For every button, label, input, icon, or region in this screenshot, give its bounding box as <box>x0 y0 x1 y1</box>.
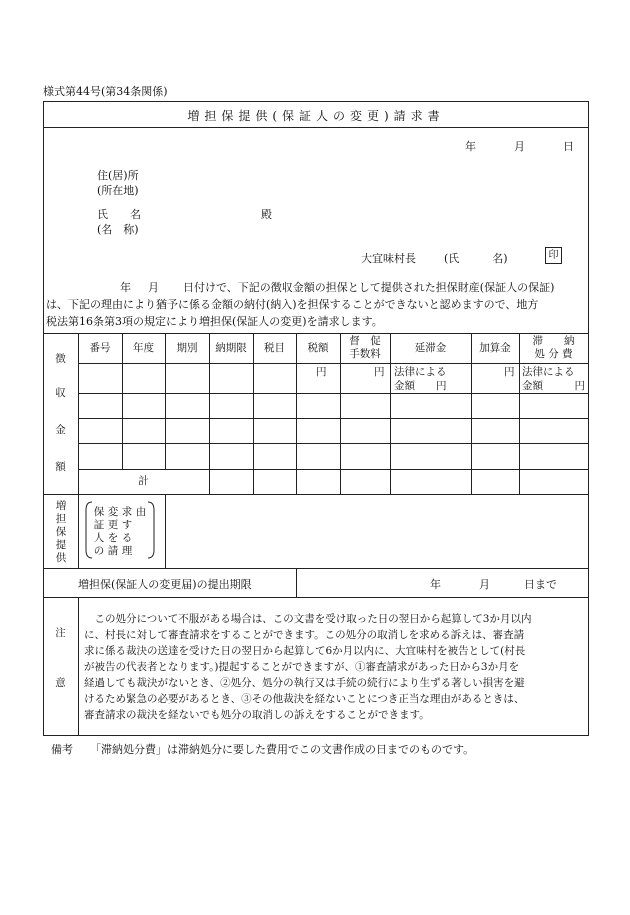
date-month-label: 月 <box>514 140 525 153</box>
notice-line-7: 審査請求の裁決を経ないでも処分の取消しの訴えをすることができます。 <box>84 709 430 721</box>
deadline-month-label: 月 <box>479 578 490 591</box>
notice-line-5: 経過しても裁決がないとき、②処分、処分の執行又は手続の続行により生ずる著しい損害を避 <box>84 677 525 689</box>
issuer-title: 大宜味村長 <box>361 252 416 265</box>
yen-dunning: 円 <box>374 366 385 378</box>
reason-col-3: 求する理 <box>121 506 133 557</box>
disposition-law-line1: 法律による <box>522 366 575 378</box>
amount-side-label-2: 収 <box>55 387 66 399</box>
header-additional: 加算金 <box>479 342 511 354</box>
header-period: 期別 <box>176 342 198 354</box>
header-deadline: 納期限 <box>215 342 247 354</box>
address-label: 住(居)所 <box>97 169 139 182</box>
header-dunning-1: 督 促 <box>349 335 381 347</box>
header-disposition-1: 滞 納 <box>532 335 575 347</box>
reason-col-4: 由 <box>135 506 147 518</box>
intro-line-1: 日付けで、下記の徴収金額の担保として提供された担保財産(保証人の保証) <box>183 281 555 294</box>
reason-col-2: 変更を請 <box>107 506 119 557</box>
header-dunning-2: 手数料 <box>349 348 381 360</box>
deadline-year-label: 年 <box>430 578 441 591</box>
seal-box: 印 <box>545 247 562 264</box>
header-disposition-2: 処 分 費 <box>534 348 573 360</box>
header-tax-amount: 税額 <box>307 342 329 354</box>
notice-side-label-1: 注 <box>55 627 66 639</box>
remarks-label: 備考 <box>51 743 73 756</box>
intro-month-label: 月 <box>148 281 159 294</box>
intro-line-3: 税法第16条第3項の規定により増担保(保証人の変更)を請求します。 <box>46 315 383 328</box>
date-year-label: 年 <box>465 140 476 153</box>
intro-line-2: は、下記の理由により猶予に係る金額の納付(納入)を担保することができないと認めますので、地方 <box>46 298 539 311</box>
remarks-text: 「滞納処分費」は滞納処分に要した費用でこの文書作成の日までのものです。 <box>90 743 475 756</box>
header-delinquency: 延滞金 <box>414 342 447 354</box>
name-sub-label: (名 称) <box>97 223 139 236</box>
amount-side-label-3: 金 <box>55 424 66 436</box>
honorific: 殿 <box>261 208 272 221</box>
reason-col-1: 保証人の <box>93 506 105 557</box>
header-number: 番号 <box>89 342 111 354</box>
header-year: 年度 <box>133 342 154 354</box>
notice-line-2: に、村長に対して審査請求をすることができます。この処分の取消しを求める訴えは、審査請 <box>84 629 525 641</box>
issuer-name-label: (氏 名) <box>444 252 508 265</box>
yen-additional: 円 <box>504 366 515 378</box>
form-number: 様式第44号(第34条関係) <box>43 85 168 98</box>
delinquency-law-line1: 法律による <box>394 366 447 378</box>
notice-side-label-2: 意 <box>55 677 66 689</box>
amount-side-label-4: 額 <box>55 461 66 473</box>
notice-line-1: この処分について不服がある場合は、この文書を受け取った日の翌日から起算して3か月以内 <box>84 613 532 625</box>
disposition-law-line2: 金額 円 <box>522 380 585 392</box>
deadline-day-label: 日まで <box>524 578 557 591</box>
name-label: 氏 名 <box>97 208 141 221</box>
address-sub-label: (所在地) <box>97 184 139 197</box>
total-label: 計 <box>138 475 149 487</box>
reason-bracket <box>84 500 156 560</box>
header-tax-item: 税目 <box>264 342 285 354</box>
notice-line-4: が被告の代表者となります。)提起することができますが、①審査請求があった日から3か月を <box>84 661 520 673</box>
reason-side-label: 増担保提供 <box>55 500 67 564</box>
form-title: 増担保提供(保証人の変更)請求書 <box>187 109 445 123</box>
deadline-label: 増担保(保証人の変更届)の提出期限 <box>78 578 252 591</box>
yen-tax-amount: 円 <box>316 366 327 378</box>
intro-year-label: 年 <box>120 281 131 294</box>
date-day-label: 日 <box>563 140 574 153</box>
notice-line-3: 求に係る裁決の送達を受けた日の翌日から起算して6か月以内に、大宜味村を被告として(村長 <box>84 645 526 657</box>
delinquency-law-line2: 金額 円 <box>394 380 447 392</box>
amount-side-label-1: 徴 <box>55 353 66 365</box>
notice-line-6: けるため緊急の必要があるとき、③その他裁決を経ないことにつき正当な理由があるときは、 <box>84 693 525 705</box>
